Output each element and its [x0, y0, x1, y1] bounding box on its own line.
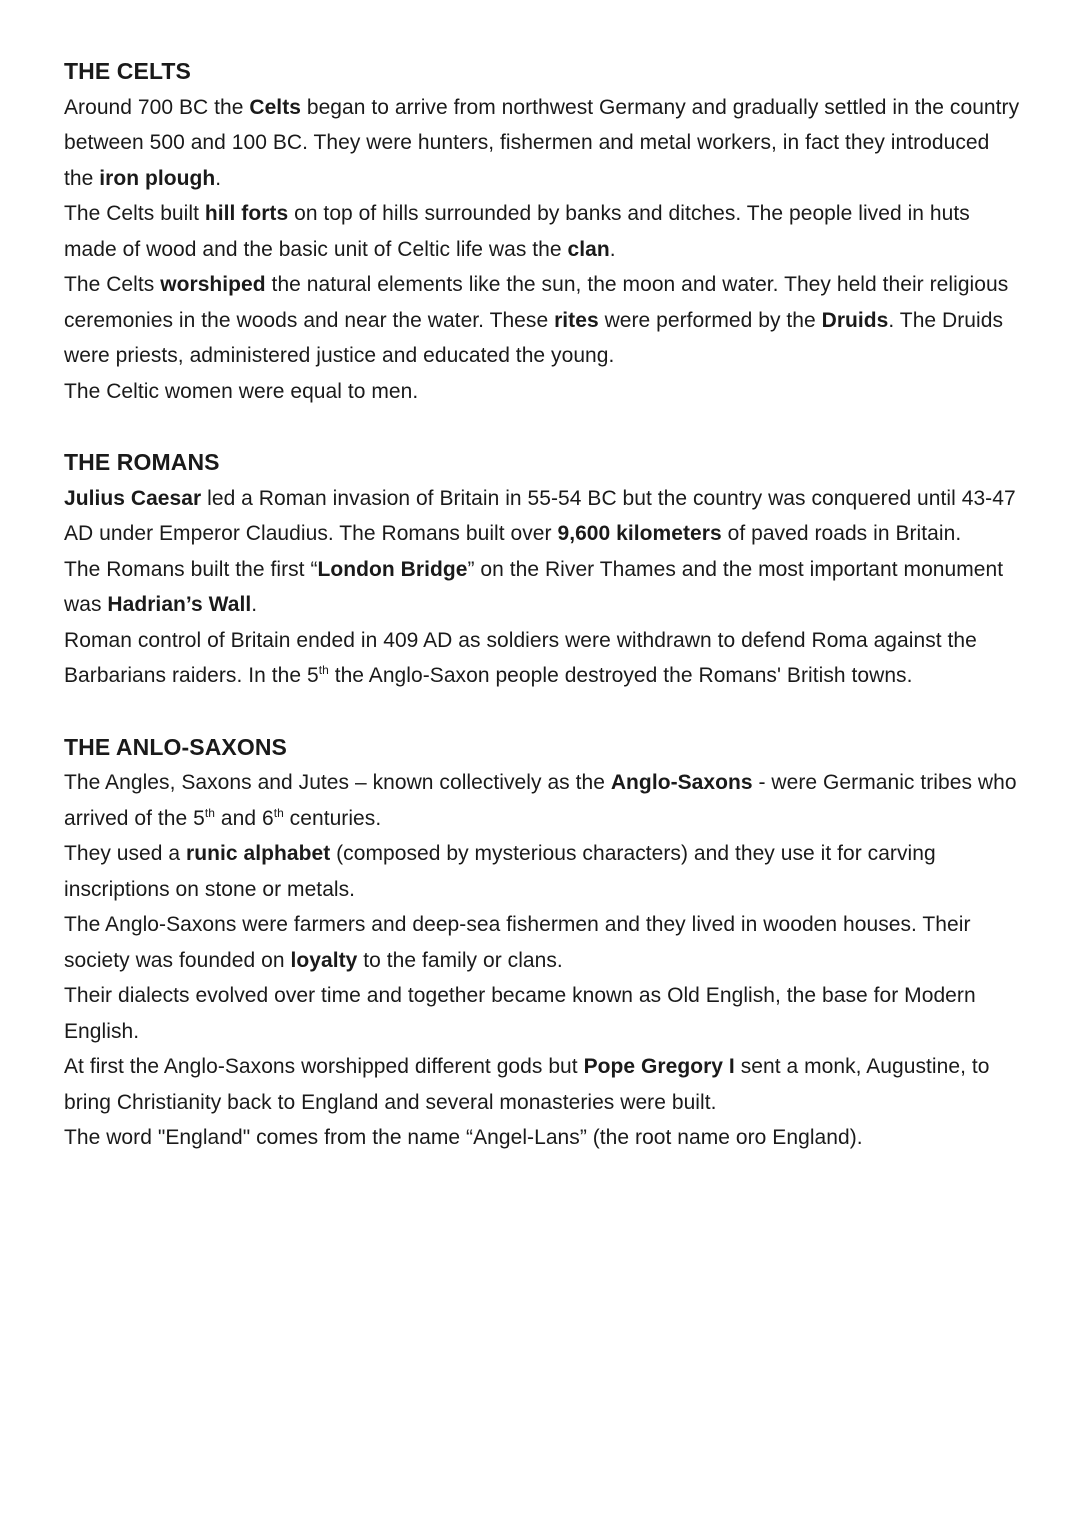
section-heading: THE ROMANS: [64, 449, 220, 475]
document-body: [64, 54, 1024, 1156]
text-run: began to arrive from northwest Germany and gradually settled in the country between 500 and 100 BC. They were hunters, fishermen and metal workers, in fact they introduced the: [64, 95, 1020, 190]
text-run: The Celtic women were equal to men.: [64, 379, 419, 403]
paragraph: [64, 1120, 1024, 1156]
section-heading: THE CELTS: [64, 58, 191, 84]
bold-term: Anglo-Saxons: [610, 771, 753, 794]
text-run: The Romans built the first “: [64, 557, 318, 581]
text-run: . The Druids were priests, administered justice and educated the young.: [64, 308, 1004, 367]
text-run: led a Roman invasion of Britain in 55-54 BC but the country was conquered until 43-47 AD under Emperor Claudius. The Romans built over: [64, 486, 1016, 545]
bold-term: worshiped: [160, 273, 266, 296]
paragraph: [64, 481, 1024, 552]
bold-term: rites: [554, 308, 599, 332]
section-celts: [64, 54, 1024, 409]
section-anglo-saxons: [64, 730, 1024, 1156]
bold-term: Druids: [821, 308, 889, 332]
bold-term: hill forts: [204, 202, 289, 225]
text-run: .: [251, 593, 258, 616]
paragraph: [64, 978, 1024, 1049]
bold-term: 9,600 kilometers: [557, 522, 722, 545]
text-run: (composed by mysterious characters) and they use it for carving inscriptions on stone or metals.: [64, 842, 936, 901]
paragraph: [64, 267, 1024, 374]
bold-term: Celts: [249, 95, 301, 119]
text-run: sent a monk, Augustine, to bring Christianity back to England and several monasteries were built.: [64, 1055, 990, 1114]
text-run: ” on the River Thames and the most important monument was: [64, 557, 1004, 616]
text-run: - were Germanic tribes who arrived of the 5: [64, 771, 1017, 830]
text-run: The Anglo-Saxons were farmers and deep-sea fishermen and they lived in wooden houses. Their society was founded on: [64, 913, 971, 972]
text-run: were performed by the: [598, 308, 822, 332]
text-run: Roman control of Britain ended in 409 AD as soldiers were withdrawn to defend Roma against the Barbarians raiders. In the 5: [64, 628, 977, 687]
bold-term: Julius Caesar: [64, 486, 202, 510]
section-romans: [64, 445, 1024, 694]
bold-term: iron plough: [99, 166, 216, 190]
text-run: to the family or clans.: [357, 948, 563, 972]
paragraph: [64, 836, 1024, 907]
text-run: the natural elements like the sun, the moon and water. They held their religious ceremonies in the woods and near the water. These: [64, 273, 1009, 332]
text-run: The Celts: [64, 273, 161, 296]
text-run: The Celts built: [64, 202, 205, 225]
text-run: .: [215, 166, 222, 190]
ordinal-suffix: th: [273, 805, 284, 820]
text-run: of paved roads in Britain.: [721, 522, 962, 545]
bold-term: Pope Gregory I: [583, 1055, 735, 1078]
document-page: [64, 54, 1024, 1156]
bold-term: runic alphabet: [186, 842, 331, 865]
text-run: and 6: [215, 806, 274, 830]
text-run: The Angles, Saxons and Jutes – known collectively as the: [64, 771, 611, 794]
section-heading: THE ANLO-SAXONS: [64, 733, 287, 760]
text-run: on top of hills surrounded by banks and ditches. The people lived in huts made of wood and the basic unit of Celtic life was the: [64, 202, 970, 261]
text-run: .: [609, 237, 616, 261]
ordinal-suffix: th: [204, 805, 215, 820]
text-run: centuries.: [283, 806, 382, 830]
paragraph: [64, 552, 1024, 623]
ordinal-suffix: th: [318, 663, 329, 677]
paragraph: [64, 1049, 1024, 1120]
text-run: Around 700 BC the: [64, 95, 250, 119]
paragraph: [64, 374, 1024, 410]
paragraph: [64, 907, 1024, 978]
paragraph: [64, 623, 1024, 694]
bold-term: loyalty: [290, 948, 358, 972]
paragraph: [64, 90, 1024, 197]
paragraph: [64, 765, 1024, 836]
text-run: the Anglo-Saxon people destroyed the Romans' British towns.: [328, 664, 913, 687]
paragraph: [64, 196, 1024, 267]
text-run: Their dialects evolved over time and together became known as Old English, the base for Modern English.: [64, 984, 976, 1043]
bold-term: Hadrian’s Wall: [107, 593, 252, 616]
text-run: The word "England" comes from the name “Angel-Lans” (the root name oro England).: [64, 1126, 863, 1149]
bold-term: clan: [567, 237, 610, 261]
text-run: They used a: [64, 842, 187, 865]
bold-term: London Bridge: [317, 557, 468, 581]
text-run: At first the Anglo-Saxons worshipped different gods but: [64, 1055, 584, 1078]
